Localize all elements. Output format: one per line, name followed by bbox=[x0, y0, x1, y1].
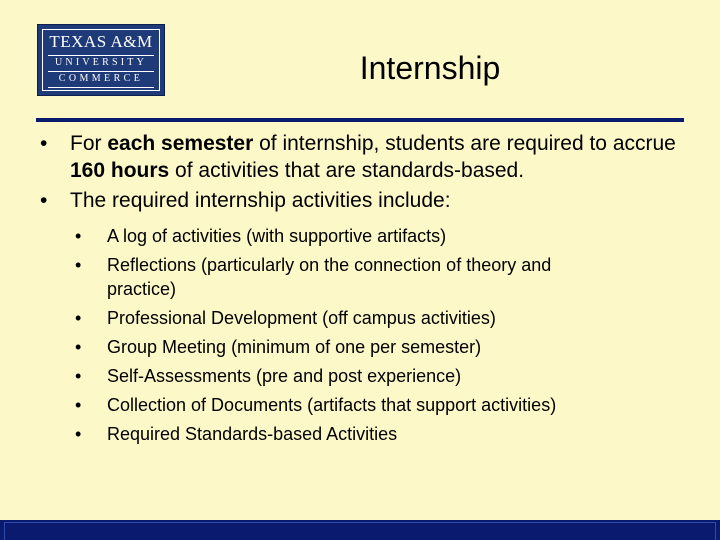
sub-bullet-item bbox=[40, 306, 607, 330]
sub-bullet-text: A log of activities (with supportive artifacts) bbox=[107, 226, 447, 246]
logo-rule bbox=[48, 71, 154, 72]
sub-bullet-dot: • bbox=[75, 255, 82, 275]
sub-bullet-text: Professional Development (off campus activities) bbox=[107, 308, 496, 328]
logo-line-3: COMMERCE bbox=[58, 73, 144, 84]
footer-bar bbox=[0, 520, 720, 540]
logo-rule bbox=[48, 87, 154, 88]
sub-bullet-item bbox=[40, 335, 607, 359]
slide-title: Internship bbox=[359, 50, 501, 86]
sub-bullet-dot: • bbox=[75, 395, 82, 415]
sub-bullet-text: Reflections (particularly on the connection of theory and practice) bbox=[107, 255, 552, 299]
bullet-text: of activities that are standards-based. bbox=[169, 159, 525, 182]
bullet-dot: • bbox=[40, 189, 48, 212]
sub-bullet-text: Group Meeting (minimum of one per semester) bbox=[107, 337, 482, 357]
bullet-text: The required internship activities include: bbox=[70, 189, 451, 212]
university-logo bbox=[37, 24, 165, 96]
sub-bullet-item bbox=[40, 253, 607, 301]
bullet-text: For bbox=[70, 132, 108, 155]
sub-bullet-item bbox=[40, 224, 607, 248]
sub-bullet-dot: • bbox=[75, 337, 82, 357]
sub-bullet-item bbox=[40, 364, 607, 388]
bullet-item bbox=[40, 187, 690, 446]
bullet-text: of internship, students are required to accrue bbox=[253, 132, 676, 155]
sub-bullet-text: Collection of Documents (artifacts that support activities) bbox=[107, 395, 557, 415]
sub-bullet-list bbox=[40, 224, 690, 446]
bullet-text-bold: each semester bbox=[107, 132, 254, 155]
sub-bullet-dot: • bbox=[75, 308, 82, 328]
logo-line-1: TEXAS A&M bbox=[49, 32, 153, 51]
sub-bullet-text: Self-Assessments (pre and post experience) bbox=[107, 366, 462, 386]
sub-bullet-text: Required Standards-based Activities bbox=[107, 424, 398, 444]
sub-bullet-item bbox=[40, 422, 607, 446]
logo-rule bbox=[48, 55, 154, 56]
bullet-list bbox=[40, 130, 690, 451]
sub-bullet-dot: • bbox=[75, 366, 82, 386]
sub-bullet-dot: • bbox=[75, 226, 82, 246]
sub-bullet-dot: • bbox=[75, 424, 82, 444]
title-divider bbox=[36, 118, 684, 122]
sub-bullet-item bbox=[40, 393, 607, 417]
bullet-item bbox=[40, 130, 690, 184]
bullet-dot: • bbox=[40, 132, 48, 155]
footer-bar-inner bbox=[4, 522, 716, 540]
logo-line-2: UNIVERSITY bbox=[55, 57, 147, 68]
bullet-text-bold: 160 hours bbox=[70, 159, 170, 182]
